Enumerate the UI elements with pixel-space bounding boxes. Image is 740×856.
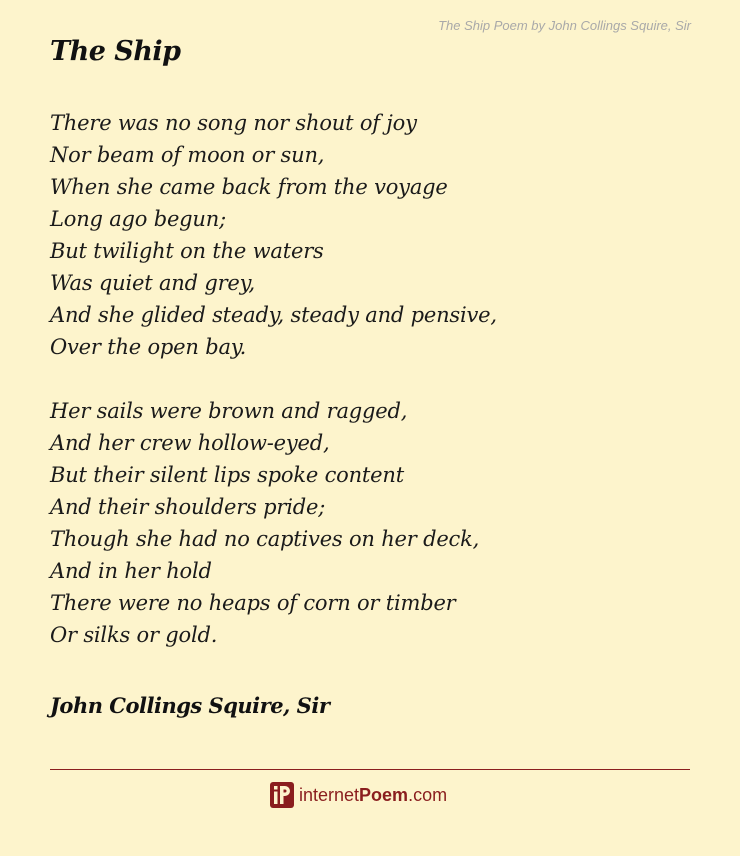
poem-line: There were no heaps of corn or timber xyxy=(50,591,456,615)
poem-author: John Collings Squire, Sir xyxy=(50,693,330,718)
poem-line: But their silent lips spoke content xyxy=(50,463,404,487)
poem-line: Over the open bay. xyxy=(50,335,247,359)
brand-suffix: .com xyxy=(408,784,448,805)
poem-line: And her crew hollow-eyed, xyxy=(50,431,330,455)
brand-name xyxy=(299,785,447,806)
poem-line: Or silks or gold. xyxy=(50,623,218,647)
internetpoem-brand-link[interactable] xyxy=(270,782,447,808)
stanza-1 xyxy=(50,107,710,363)
poem-line: Though she had no captives on her deck, xyxy=(50,527,480,551)
poem-line: Nor beam of moon or sun, xyxy=(50,143,325,167)
poem-line: Her sails were brown and ragged, xyxy=(50,399,408,423)
poem-line: But twilight on the waters xyxy=(50,239,324,263)
poem-line: When she came back from the voyage xyxy=(50,175,448,199)
poem-line: And she glided steady, steady and pensive, xyxy=(50,303,497,327)
poem-title: The Ship xyxy=(50,36,181,67)
poem-line: There was no song nor shout of joy xyxy=(50,111,417,135)
poem-line: And in her hold xyxy=(50,559,212,583)
poem-line: And their shoulders pride; xyxy=(50,495,326,519)
poem-body xyxy=(50,107,710,683)
brand-strong: Poem xyxy=(359,784,409,805)
poem-caption: The Ship Poem by John Collings Squire, Sir xyxy=(438,18,691,33)
footer-divider xyxy=(50,769,690,770)
internetpoem-logo-icon xyxy=(270,782,294,808)
poem-line: Was quiet and grey, xyxy=(50,271,255,295)
poem-line: Long ago begun; xyxy=(50,207,226,231)
brand-prefix: internet xyxy=(299,784,360,805)
stanza-2 xyxy=(50,395,710,651)
